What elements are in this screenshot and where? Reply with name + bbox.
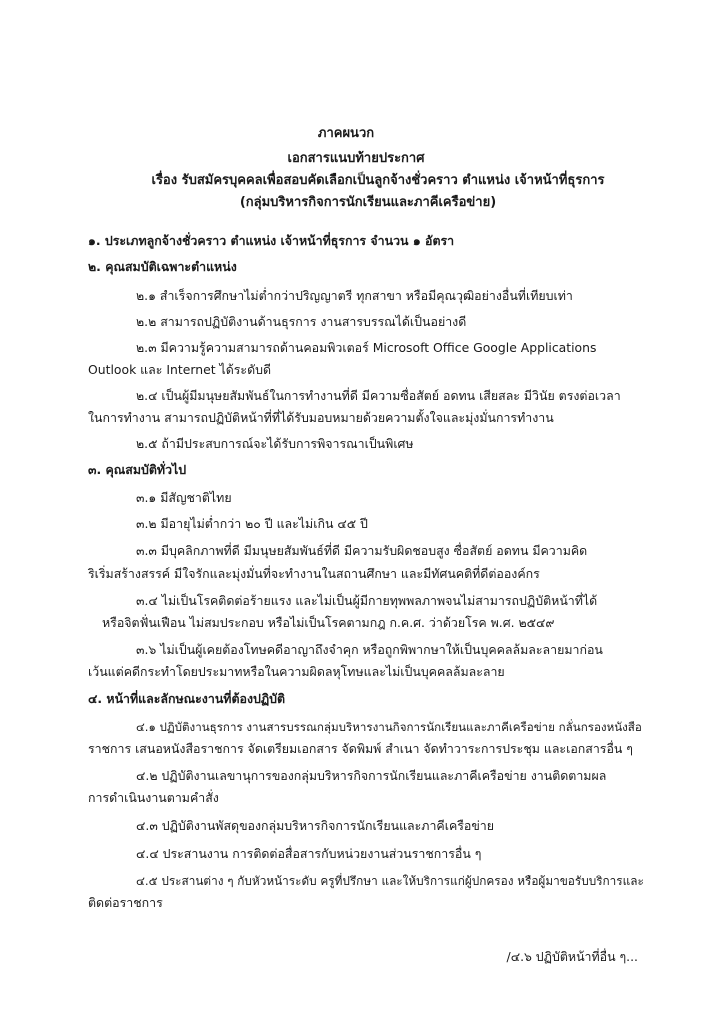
section2-item4-line1: ๒.๔ เป็นผู้มีมนุษยสัมพันธ์ในการทำงานที่ดี มีความซื่อสัตย์ อดทน เสียสละ มีวินัย ตรงต่อเวลา bbox=[136, 388, 621, 403]
group-line: (กลุ่มบริหารกิจการนักเรียนและภาคีเครือข่าย) bbox=[239, 195, 497, 210]
section3-item4-line1: ๓.๔ ไม่เป็นโรคติดต่อร้ายแรง และไม่เป็นผู้มีกายทุพพลภาพจนไม่สามารถปฏิบัติหน้าที่ได้ bbox=[136, 593, 598, 608]
section3-item4-line2: หรือจิตฟั่นเฟือน ไม่สมประกอบ หรือไม่เป็นโรคตามกฎ ก.ค.ศ. ว่าด้วยโรค พ.ศ. ๒๕๔๙ bbox=[102, 615, 555, 630]
subject-line: เรื่อง รับสมัครบุคคลเพื่อสอบคัดเลือกเป็นลูกจ้างชั่วคราว ตำแหน่ง เจ้าหน้าที่ธุรการ bbox=[151, 173, 605, 188]
section3-item2: ๓.๒ มีอายุไม่ต่ำกว่า ๒๐ ปี และไม่เกิน ๔๕ ปี bbox=[136, 516, 368, 531]
appendix-title: ภาคผนวก bbox=[317, 126, 375, 141]
section2-item3-line1: ๒.๓ มีความรู้ความสามารถด้านคอมพิวเตอร์ Microsoft Office Google Applications bbox=[136, 340, 597, 355]
section4-item1-line1: ๔.๑ ปฏิบัติงานธุรการ งานสารบรรณกลุ่มบริหารงานกิจการนักเรียนและภาคีเครือข่าย กลั่นกรองหนังสือ bbox=[136, 720, 642, 734]
section4-item3: ๔.๓ ปฏิบัติงานพัสดุของกลุ่มบริหารกิจการนักเรียนและภาคีเครือข่าย bbox=[136, 818, 495, 833]
section3-item5-line2: เว้นแต่คดีกระทำโดยประมาทหรือในความผิดลหุโทษและไม่เป็นบุคคลล้มละลาย bbox=[88, 664, 505, 679]
section1-heading: ๑. ประเภทลูกจ้างชั่วคราว ตำแหน่ง เจ้าหน้าที่ธุรการ จำนวน ๑ อัตรา bbox=[88, 233, 455, 248]
section2-item2: ๒.๒ สามารถปฏิบัติงานด้านธุรการ งานสารบรรณได้เป็นอย่างดี bbox=[136, 314, 467, 329]
section3-item1: ๓.๑ มีสัญชาติไทย bbox=[136, 490, 232, 505]
section2-item3-line2: Outlook และ Internet ได้ระดับดี bbox=[88, 362, 272, 377]
section4-item1-line2: ราชการ เสนอหนังสือราชการ จัดเตรียมเอกสาร จัดพิมพ์ สำเนา จัดทำวาระการประชุม และเอกสารอื่น ๆ bbox=[88, 741, 633, 756]
section4-item4: ๔.๔ ประสานงาน การติดต่อสื่อสารกับหน่วยงานส่วนราชการอื่น ๆ bbox=[136, 846, 482, 861]
section2-item5: ๒.๕ ถ้ามีประสบการณ์จะได้รับการพิจารณาเป็นพิเศษ bbox=[136, 436, 414, 451]
section2-item1: ๒.๑ สำเร็จการศึกษาไม่ต่ำกว่าปริญญาตรี ทุกสาขา หรือมีคุณวุฒิอย่างอื่นที่เทียบเท่า bbox=[136, 288, 573, 303]
section4-heading: ๔. หน้าที่และลักษณะงานที่ต้องปฏิบัติ bbox=[88, 691, 286, 706]
section4-item5-line1: ๔.๕ ประสานต่าง ๆ กับหัวหน้าระดับ ครูที่ปรึกษา และให้บริการแก่ผู้ปกครอง หรือผู้มาขอรับบริการและ bbox=[136, 874, 644, 888]
continuation-note: /๔.๖ ปฏิบัติหน้าที่อื่น ๆ... bbox=[506, 949, 638, 964]
section2-heading: ๒. คุณสมบัติเฉพาะตำแหน่ง bbox=[88, 259, 237, 274]
section3-item3-line1: ๓.๓ มีบุคลิกภาพที่ดี มีมนุษยสัมพันธ์ที่ดี มีความรับผิดชอบสูง ซื่อสัตย์ อดทน มีความคิด bbox=[136, 543, 588, 558]
section3-item5-line1: ๓.๖ ไม่เป็นผู้เคยต้องโทษคดีอาญาถึงจำคุก หรือถูกพิพากษาให้เป็นบุคคลล้มละลายมาก่อน bbox=[136, 642, 603, 657]
attachment-subtitle: เอกสารแนบท้ายประกาศ bbox=[287, 151, 425, 166]
section3-heading: ๓. คุณสมบัติทั่วไป bbox=[88, 462, 187, 477]
section4-item5-line2: ติดต่อราชการ bbox=[88, 895, 163, 910]
section4-item2-line1: ๔.๒ ปฏิบัติงานเลขานุการของกลุ่มบริหารกิจการนักเรียนและภาคีเครือข่าย งานติดตามผล bbox=[136, 768, 607, 783]
section3-item3-line2: ริเริ่มสร้างสรรค์ มีใจรักและมุ่งมั่นที่จะทำงานในสถานศึกษา และมีทัศนคติที่ดีต่อองค์กร bbox=[88, 566, 540, 581]
section2-item4-line2: ในการทำงาน สามารถปฏิบัติหน้าที่ที่ได้รับมอบหมายด้วยความตั้งใจและมุ่งมั่นการทำงาน bbox=[88, 410, 554, 425]
section4-item2-line2: การดำเนินงานตามคำสั่ง bbox=[88, 790, 219, 805]
